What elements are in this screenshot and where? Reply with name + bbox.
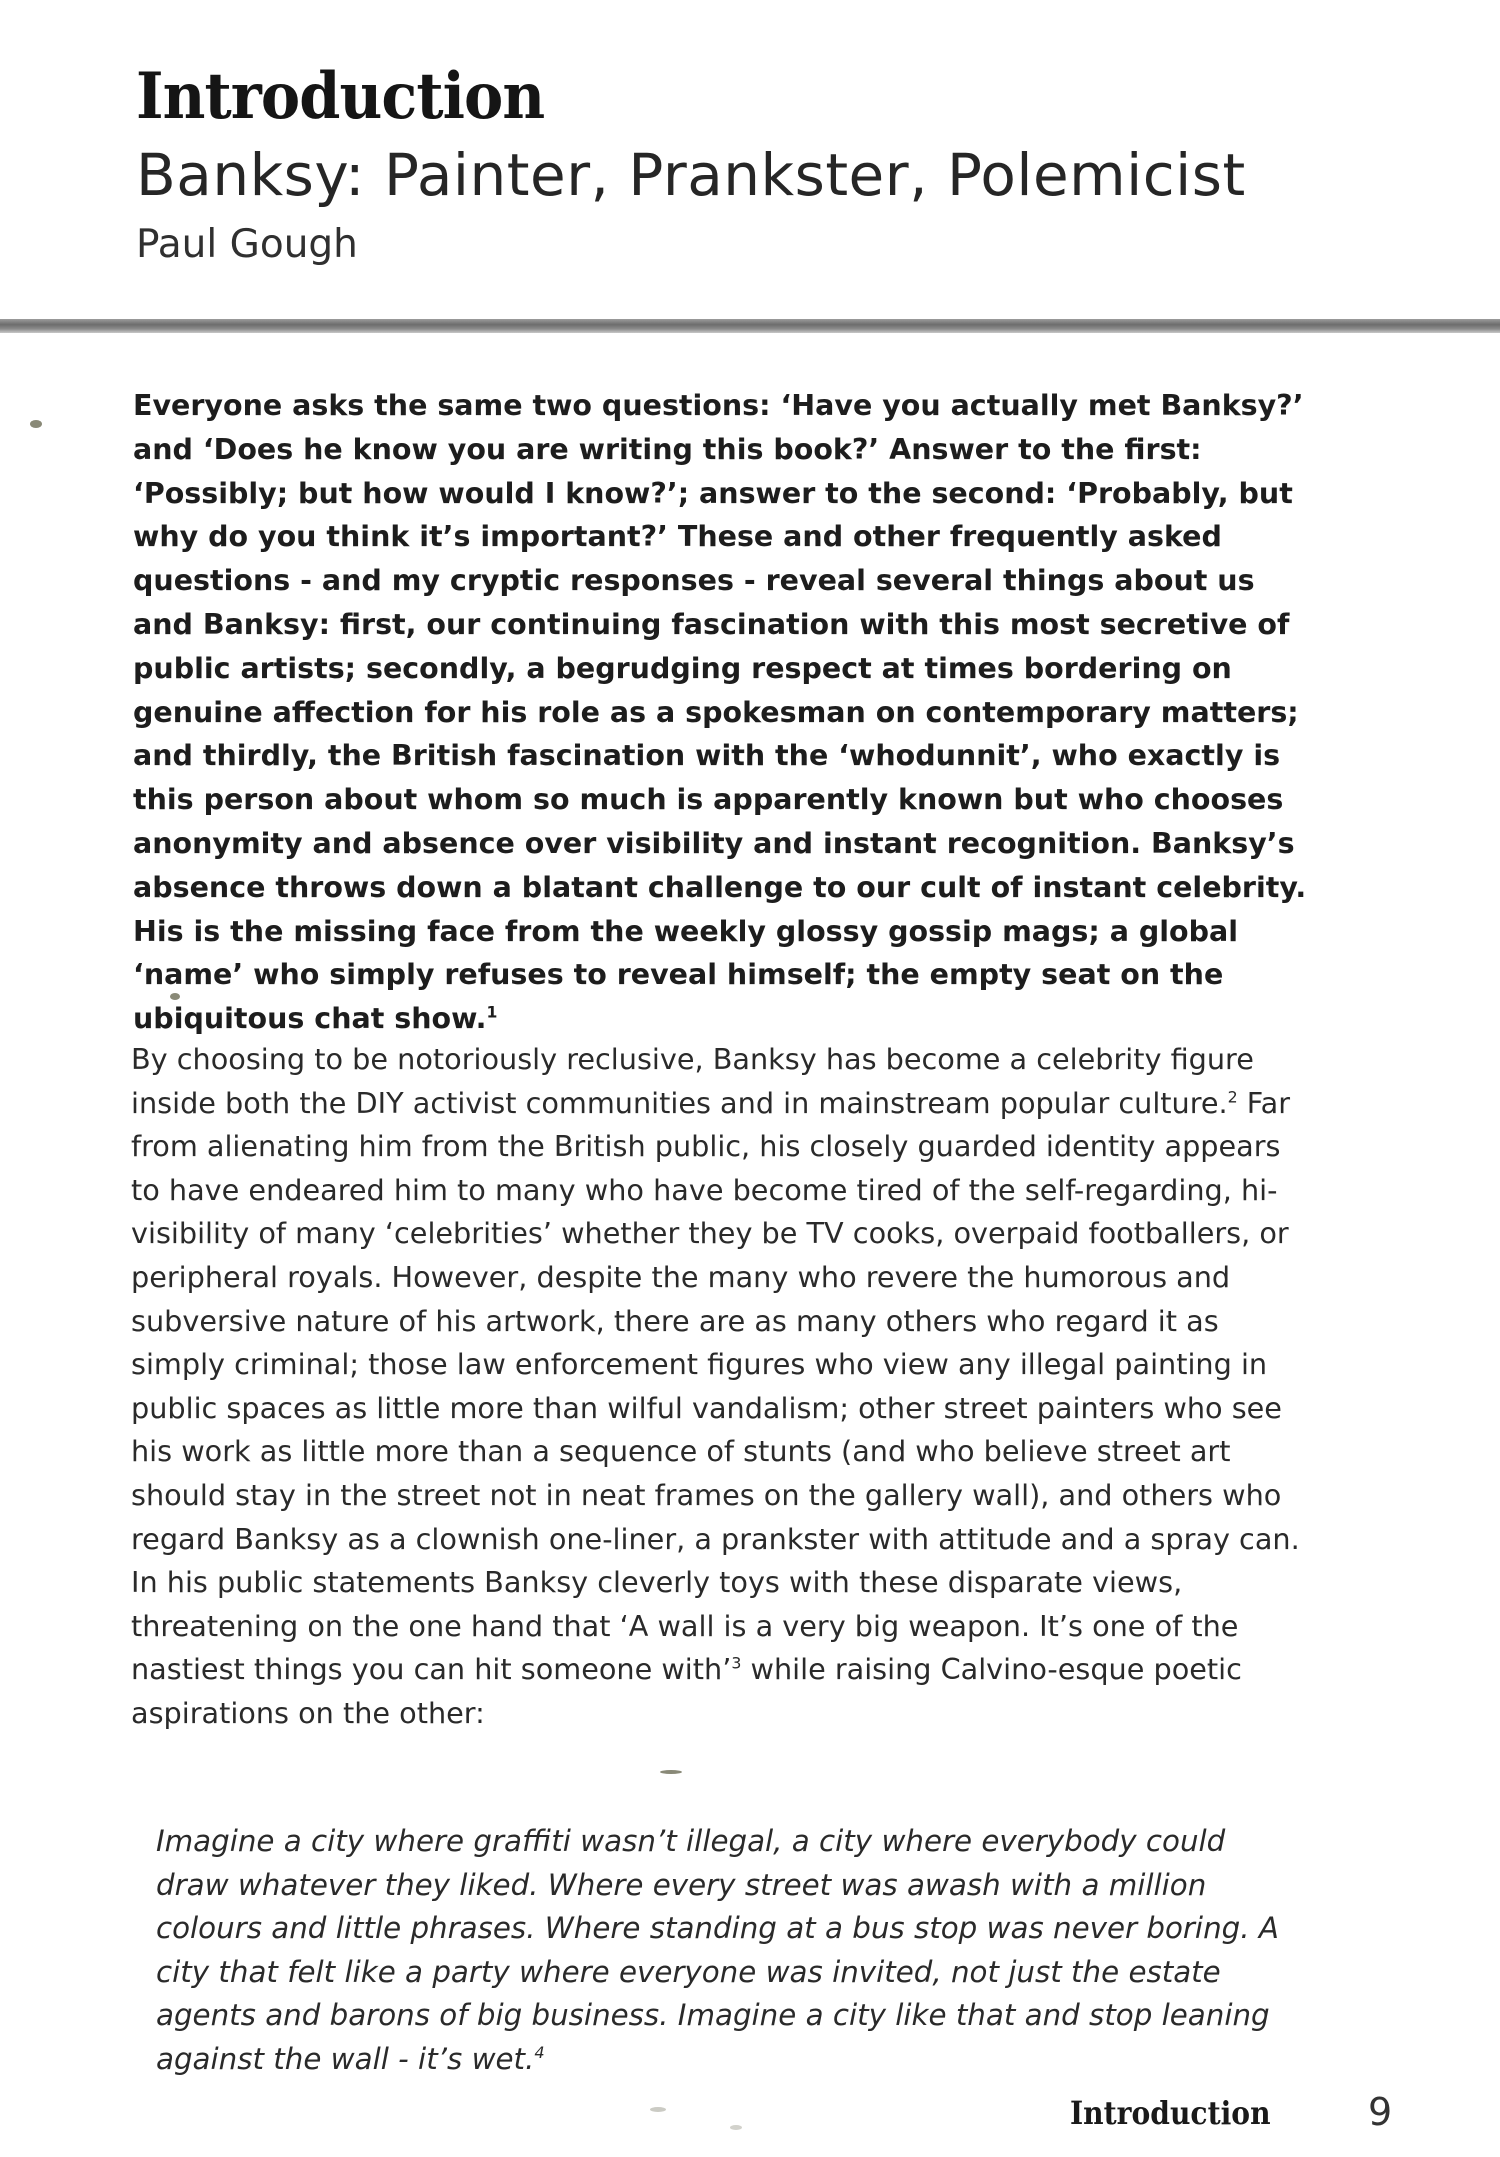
footnote-marker[interactable]: 4 (534, 2042, 545, 2062)
scan-speck (170, 993, 180, 1000)
page-number: 9 (1368, 2090, 1393, 2134)
scan-speck (30, 420, 42, 428)
body-text-part: Far from alienating him from the British public, his closely guarded identity appears to have endeared him to many who have become tired of the self-regarding, hi-visibility of many ‘celebrities’ whether they be TV cooks, overpaid footballers, or peripheral royals. However, despite the many who revere the humorous and subversive nature of his artwork, there are as many others who regard it as simply criminal; those law enforcement figures who view any illegal painting in public spaces as little more than wilful vandalism; other street painters who see his work as little more than a sequence of stunts (and who believe street art should stay in the street not in neat frames on the gallery wall), and others who regard Banksy as a clownish one-liner, a prankster with attitude and a spray can. In his public statements Banksy cleverly toys with these disparate views, threatening on the one hand that ‘A wall is a very big weapon. It’s one of the nastiest things you can hit someone with’ (131, 1085, 1300, 1687)
scan-speck (730, 2125, 742, 2130)
scan-speck (650, 2107, 666, 2112)
footnote-marker[interactable]: 1 (486, 1002, 498, 1022)
chapter-title: Banksy: Painter, Prankster, Polemicist (136, 141, 1246, 209)
body-text-part: By choosing to be notoriously reclusive, Banksy has become a celebrity figure inside both the DIY activist communities and in mainstream popular culture. (131, 1042, 1254, 1120)
lead-paragraph (133, 384, 1308, 1041)
chapter-author: Paul Gough (136, 222, 358, 267)
lead-paragraph-text: Everyone asks the same two questions: ‘Have you actually met Banksy?’ and ‘Does he know you are writing this book?’ Answer to the first: ‘Possibly; but how would I know?’; answer to the second: ‘Probably, but why do you think it’s important?’ These and other frequently asked questions - and my cryptic responses - reveal several things about us and Banksy: first, our continuing fascination with this most secretive of public artists; secondly, a begrudging respect at times bordering on genuine affection for his role as a spokesman on contemporary matters; and thirdly, the British fascination with the ‘whodunnit’, who exactly is this person about whom so much is apparently known but who chooses anonymity and absence over visibility and instant recognition. Banksy’s absence throws down a blatant challenge to our cult of instant celebrity. His is the missing face from the weekly glossy gossip mags; a global ‘name’ who simply refuses to reveal himself; the empty seat on the ubiquitous chat show. (133, 389, 1307, 1036)
footnote-marker[interactable]: 2 (1227, 1087, 1238, 1107)
running-footer: Introduction (1070, 2094, 1271, 2132)
block-quote-text: Imagine a city where graffiti wasn’t illegal, a city where everybody could draw whatever they liked. Where every street was awash with a million colours and little phrases. Where standing at a bus stop was never boring. A city that felt like a party where everyone was invited, not just the estate agents and barons of big business. Imagine a city like that and stop leaning against the wall - it’s wet. (156, 1824, 1279, 2076)
chapter-kicker: Introduction (136, 59, 545, 134)
scan-speck (660, 1770, 682, 1774)
header-rule (0, 319, 1500, 333)
body-text-part: while raising Calvino-esque poetic aspirations on the other: (131, 1652, 1242, 1730)
footnote-marker[interactable]: 3 (731, 1653, 742, 1673)
body-paragraph (131, 1038, 1316, 1736)
block-quote (156, 1820, 1306, 2081)
